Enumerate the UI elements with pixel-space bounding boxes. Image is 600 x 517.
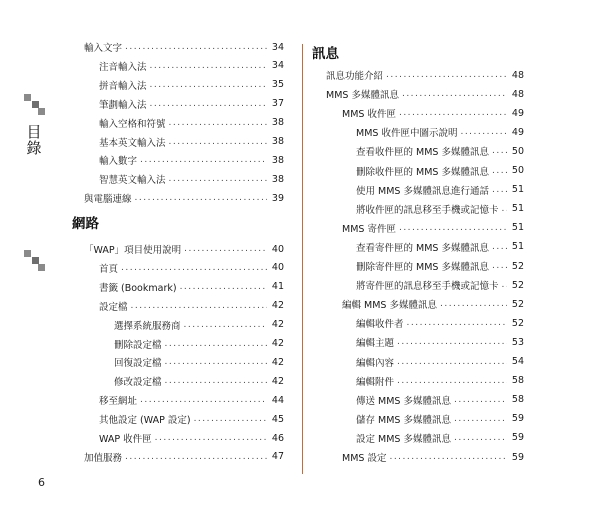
- toc-entry-page: 49: [511, 126, 524, 138]
- decor-square: [24, 250, 31, 257]
- toc-entry: [84, 189, 284, 207]
- toc-entry: [356, 429, 524, 447]
- toc-entry-page: 38: [271, 154, 284, 166]
- dot-leader: [135, 193, 267, 203]
- toc-entry-title: 儲存 MMS 多媒體訊息: [356, 414, 451, 426]
- dot-leader: [399, 108, 507, 118]
- dot-leader: [184, 320, 267, 330]
- toc-entry-page: 39: [271, 192, 284, 204]
- toc-entry-title: MMS 多媒體訊息: [326, 90, 399, 102]
- toc-entry-title: 編輯 MMS 多媒體訊息: [342, 300, 437, 312]
- dot-leader: [386, 70, 507, 80]
- toc-entry-title: MMS 收件匣: [342, 109, 396, 121]
- toc-entry-page: 52: [511, 317, 524, 329]
- toc-entry-title: 設定 MMS 多媒體訊息: [356, 433, 451, 445]
- toc-entry: [114, 335, 284, 353]
- toc-entry: [342, 448, 524, 466]
- toc-entry-page: 35: [271, 79, 284, 91]
- toc-entry-title: 編輯附件: [356, 376, 395, 388]
- toc-entry: [114, 353, 284, 371]
- dot-leader: [150, 99, 267, 109]
- toc-entry: [99, 429, 284, 447]
- toc-entry-title: MMS 設定: [342, 453, 387, 464]
- toc-entry-title: 查看寄件匣的 MMS 多媒體訊息: [356, 242, 489, 254]
- toc-entry-title: 刪除設定檔: [114, 339, 162, 351]
- dot-leader: [180, 282, 267, 292]
- toc-entry: [99, 57, 284, 75]
- dot-leader: [131, 301, 267, 311]
- toc-entry-page: 52: [511, 298, 524, 310]
- toc-entry-page: 51: [511, 203, 524, 215]
- toc-entry-page: 51: [511, 184, 524, 196]
- dot-leader: [140, 395, 267, 405]
- dot-leader: [169, 118, 267, 128]
- toc-entry-title: 基本英文輸入法: [99, 137, 166, 149]
- toc-entry: [99, 151, 284, 169]
- toc-entry-title: 其他設定 (WAP 設定): [99, 415, 191, 427]
- toc-entry-title: MMS 收件匣中圖示說明: [356, 128, 458, 140]
- toc-entry-page: 52: [511, 260, 524, 272]
- toc-entry-page: 42: [271, 356, 284, 368]
- dot-leader: [165, 339, 267, 349]
- toc-entry-page: 34: [271, 60, 284, 72]
- dot-leader: [402, 89, 507, 99]
- toc-entry: [356, 123, 524, 141]
- toc-entry: [114, 372, 284, 390]
- toc-entry: [356, 276, 524, 294]
- decor-square: [32, 257, 39, 264]
- toc-entry-page: 38: [271, 117, 284, 129]
- toc-entry-title: 加值服務: [84, 452, 123, 464]
- toc-entry-page: 51: [511, 241, 524, 253]
- dot-leader: [184, 244, 267, 254]
- toc-entry-page: 48: [511, 69, 524, 81]
- dot-leader: [121, 263, 267, 273]
- dot-leader: [169, 174, 267, 184]
- dot-leader: [397, 376, 507, 386]
- toc-entry: [356, 257, 524, 275]
- toc-entry-title: 刪除收件匣的 MMS 多媒體訊息: [356, 166, 489, 178]
- toc-entry-title: 設定檔: [99, 301, 128, 313]
- dot-leader: [155, 433, 267, 443]
- dot-leader: [169, 137, 267, 147]
- dot-leader: [492, 166, 507, 176]
- toc-entry: [99, 259, 284, 277]
- dot-leader: [125, 452, 267, 462]
- toc-entry-page: 58: [511, 375, 524, 387]
- contents-side-title: 目錄: [26, 123, 42, 157]
- toc-entry: [99, 133, 284, 151]
- toc-entry-title: 智慧英文輸入法: [99, 175, 166, 187]
- toc-entry-title: 編輯內容: [356, 357, 395, 369]
- toc-entry-page: 50: [511, 145, 524, 157]
- toc-entry-title: 選擇系統服務商: [114, 320, 181, 332]
- toc-entry-title: 刪除寄件匣的 MMS 多媒體訊息: [356, 262, 489, 273]
- dot-leader: [454, 433, 507, 443]
- toc-entry-page: 59: [511, 432, 524, 444]
- dot-leader: [150, 80, 267, 90]
- page-number: 6: [38, 476, 45, 489]
- dot-leader: [407, 318, 507, 328]
- dot-leader: [492, 242, 507, 252]
- toc-entry-page: 59: [511, 413, 524, 425]
- dot-leader: [502, 280, 507, 290]
- toc-entry: [99, 76, 284, 94]
- toc-entry-page: 41: [271, 281, 284, 293]
- dot-leader: [454, 414, 507, 424]
- toc-entry-page: 40: [271, 243, 284, 255]
- toc-entry: [99, 278, 284, 296]
- dot-leader: [397, 357, 507, 367]
- dot-leader: [389, 452, 507, 462]
- toc-entry-title: MMS 寄件匣: [342, 223, 396, 235]
- toc-entry: [99, 391, 284, 409]
- dot-leader: [440, 299, 507, 309]
- toc-entry: [356, 162, 524, 180]
- toc-entry-page: 53: [511, 336, 524, 348]
- toc-entry: [356, 181, 524, 199]
- dot-leader: [454, 395, 507, 405]
- toc-entry-title: 編輯主題: [356, 338, 395, 350]
- toc-entry-title: 編輯收件者: [356, 319, 404, 331]
- toc-entry-page: 42: [271, 319, 284, 331]
- toc-entry: [356, 142, 524, 160]
- toc-entry: [356, 333, 524, 351]
- toc-entry-title: 將收件匣的訊息移至手機或記憶卡: [356, 204, 499, 216]
- toc-entry-page: 49: [511, 107, 524, 119]
- decor-square: [38, 108, 45, 115]
- toc-entry-page: 40: [271, 262, 284, 274]
- toc-entry-title: WAP 收件匣: [99, 434, 152, 445]
- toc-entry: [84, 38, 284, 56]
- decor-square: [24, 94, 31, 101]
- toc-entry-page: 59: [511, 451, 524, 463]
- dot-leader: [492, 146, 507, 156]
- toc-entry: [342, 295, 524, 313]
- toc-entry-page: 45: [271, 413, 284, 425]
- toc-entry: [342, 219, 524, 237]
- toc-entry-title: 輸入空格和符號: [99, 118, 166, 130]
- toc-entry: [356, 372, 524, 390]
- toc-entry-page: 42: [271, 338, 284, 349]
- toc-entry-page: 42: [271, 300, 284, 312]
- toc-entry: [326, 85, 524, 103]
- toc-entry-title: 傳送 MMS 多媒體訊息: [356, 395, 451, 407]
- toc-entry: [99, 114, 284, 132]
- toc-entry-title: 首頁: [99, 263, 119, 275]
- dot-leader: [492, 185, 507, 195]
- toc-entry-title: 拼音輸入法: [99, 80, 147, 92]
- toc-entry: [326, 66, 524, 84]
- toc-entry-title: 查看收件匣的 MMS 多媒體訊息: [356, 147, 489, 159]
- toc-entry-page: 54: [511, 356, 524, 367]
- toc-entry: [356, 314, 524, 332]
- dot-leader: [502, 204, 507, 214]
- toc-entry: [356, 391, 524, 409]
- dot-leader: [140, 155, 267, 165]
- decor-square: [38, 264, 45, 271]
- toc-entry: [342, 104, 524, 122]
- dot-leader: [492, 261, 507, 271]
- toc-entry-page: 46: [271, 432, 284, 444]
- toc-entry-title: 「WAP」項目使用說明: [84, 245, 182, 256]
- toc-entry: [114, 316, 284, 334]
- toc-entry-title: 訊息功能介紹: [326, 71, 384, 82]
- toc-entry: [84, 448, 284, 466]
- toc-entry-title: 移至網址: [99, 396, 138, 408]
- toc-entry-page: 34: [271, 41, 284, 53]
- toc-entry: [99, 95, 284, 113]
- toc-entry: [356, 238, 524, 256]
- toc-entry: [84, 240, 284, 258]
- toc-entry: [356, 353, 524, 371]
- toc-entry: [99, 170, 284, 188]
- toc-entry-page: 37: [271, 98, 284, 110]
- dot-leader: [194, 414, 267, 424]
- toc-entry-title: 筆劃輸入法: [99, 99, 147, 111]
- toc-entry-page: 51: [511, 222, 524, 234]
- decor-square: [32, 101, 39, 108]
- toc-entry-title: 修改設定檔: [114, 377, 162, 389]
- toc-entry-page: 58: [511, 394, 524, 406]
- toc-entry-page: 47: [271, 451, 284, 463]
- section-heading-messages: 訊息: [312, 46, 339, 62]
- dot-leader: [165, 357, 267, 367]
- toc-entry-page: 38: [271, 136, 284, 147]
- toc-entry-title: 輸入文字: [84, 43, 123, 54]
- toc-entry: [356, 410, 524, 428]
- dot-leader: [399, 223, 507, 233]
- toc-entry-page: 50: [511, 165, 524, 176]
- dot-leader: [125, 42, 267, 52]
- toc-entry-title: 注音輸入法: [99, 61, 147, 73]
- toc-entry-title: 將寄件匣的訊息移至手機或記憶卡: [356, 281, 499, 293]
- toc-entry-title: 書籤 (Bookmark): [99, 282, 177, 294]
- toc-entry: [99, 410, 284, 428]
- toc-entry-page: 42: [271, 375, 284, 387]
- column-divider: [302, 44, 303, 474]
- dot-leader: [165, 376, 267, 386]
- toc-entry-page: 48: [511, 88, 524, 100]
- toc-entry-title: 回復設定檔: [114, 358, 162, 370]
- dot-leader: [397, 337, 507, 347]
- toc-entry-page: 52: [511, 279, 524, 291]
- toc-entry-page: 44: [271, 394, 284, 406]
- toc-entry-title: 使用 MMS 多媒體訊息進行通話: [356, 185, 489, 197]
- section-heading-network: 網路: [72, 216, 99, 232]
- toc-entry-title: 輸入數字: [99, 156, 138, 168]
- dot-leader: [150, 61, 267, 71]
- toc-entry-page: 38: [271, 173, 284, 185]
- toc-entry-title: 與電腦連線: [84, 194, 132, 206]
- toc-entry: [356, 200, 524, 218]
- toc-entry: [99, 297, 284, 315]
- dot-leader: [460, 127, 507, 137]
